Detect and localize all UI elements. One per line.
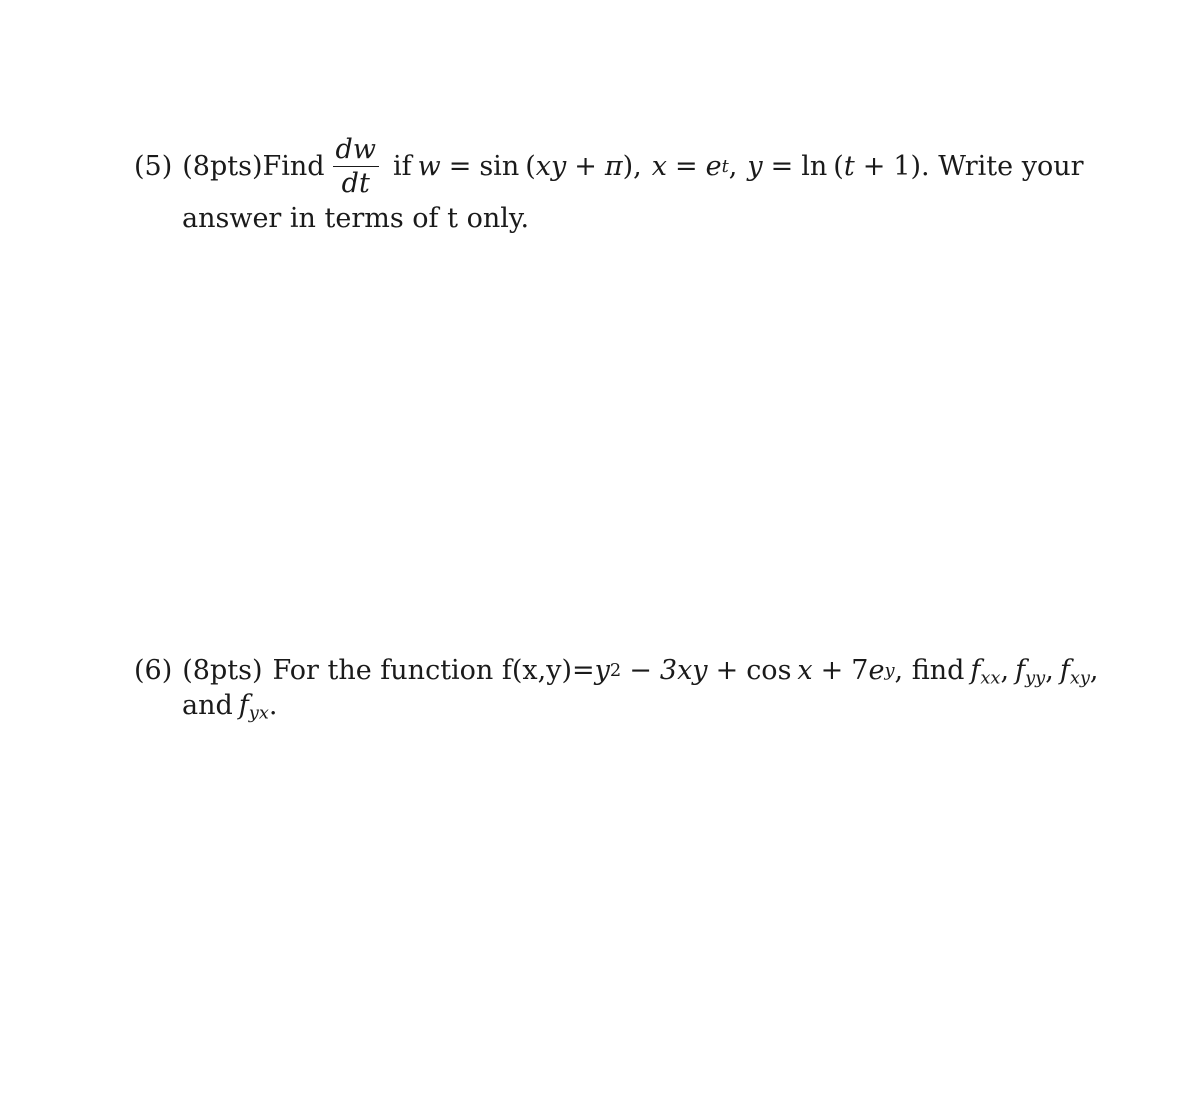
var-x: x — [651, 151, 667, 182]
problem-5-tail: . Write your — [921, 151, 1084, 182]
constant-one: 1 — [893, 151, 911, 182]
function-intro: For the function f(x,y)= — [272, 655, 595, 686]
problem-6-line-2: and $f_{yx}$ . — [182, 690, 278, 724]
sin-function: sin — [479, 151, 520, 182]
var-w: w — [417, 151, 441, 182]
equals-sign: = — [448, 151, 472, 182]
term-3xy: 3xy — [659, 655, 708, 686]
f-xx: $f_{xx}$ — [970, 655, 1001, 689]
f-yx: $f_{yx}$ — [238, 690, 269, 724]
points-label: (8pts) — [182, 655, 263, 686]
plus-sign: + — [574, 151, 597, 182]
problem-5 — [134, 136, 1084, 232]
f-yy: $f_{yy}$ — [1015, 655, 1046, 689]
product-xy: xy — [535, 151, 567, 182]
fraction-numerator: dw — [333, 136, 379, 167]
if-word: if — [392, 151, 412, 182]
exp-e: e — [705, 151, 722, 182]
f-xy: $f_{xy}$ — [1059, 655, 1090, 689]
var-y: y — [594, 655, 610, 686]
equals-sign: = — [674, 151, 698, 182]
ln-function: ln — [801, 151, 828, 182]
problem-6 — [134, 655, 1099, 724]
problem-5-line-1: (5) (8pts)Find $\frac{dw}{dt}$ if w = sin ( xy + π ), x = e t , y = ln ( t + 1 ) . Write your — [134, 134, 1084, 199]
var-t: t — [843, 151, 855, 182]
points-label: (8pts)Find — [182, 151, 325, 182]
var-x: x — [797, 655, 813, 686]
equals-sign: = — [770, 151, 794, 182]
exp-e: e — [868, 655, 885, 686]
problem-number: (6) — [134, 655, 173, 686]
derivative-fraction — [333, 136, 379, 197]
coefficient-7: 7 — [851, 655, 869, 686]
problem-6-line-1: (6) (8pts) For the function f(x,y)= y 2 − 3xy + cos x + 7 e y , find $f_{xx}$ , $f_{yy}$ , $f_{xy}$ , — [134, 655, 1099, 689]
pi-symbol: π — [604, 151, 623, 182]
fraction-denominator: dt — [341, 168, 370, 199]
plus-sign: + — [715, 655, 739, 686]
plus-sign: + — [820, 655, 844, 686]
plus-sign: + — [862, 151, 886, 182]
minus-sign: − — [629, 655, 652, 686]
problem-5-line-2: answer in terms of t only. — [182, 203, 530, 234]
find-word: , find — [894, 655, 965, 686]
var-y: y — [747, 151, 763, 182]
and-word: and — [182, 690, 233, 721]
cos-function: cos — [746, 655, 792, 686]
problem-number: (5) — [134, 151, 173, 182]
